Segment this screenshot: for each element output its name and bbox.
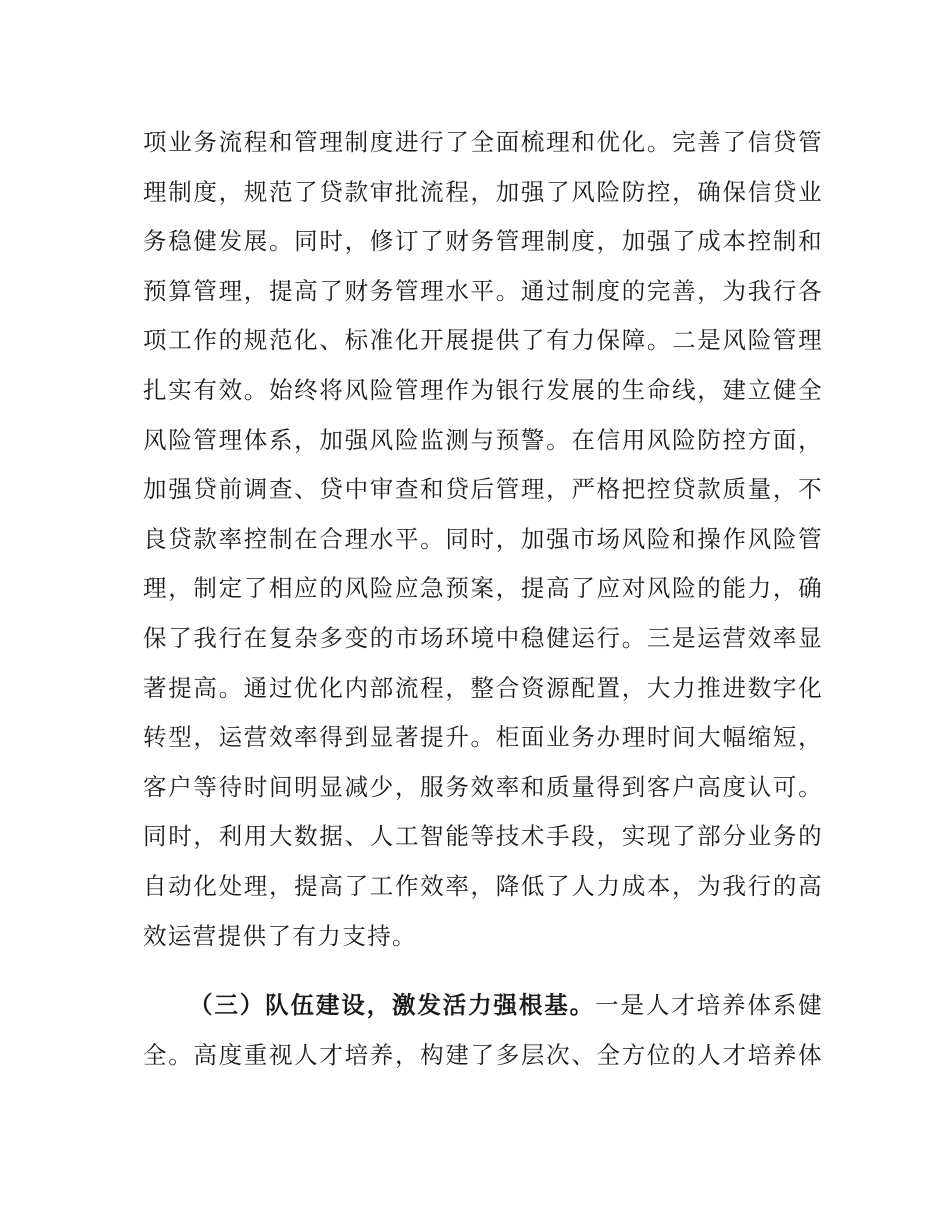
text-line: 自动化处理，提高了工作效率，降低了人力成本，为我行的高 [143,871,823,900]
text-line: 同时，利用大数据、人工智能等技术手段，实现了部分业务的 [143,822,823,851]
text-line: 保了我行在复杂多变的市场环境中稳健运行。三是运营效率显 [143,623,823,652]
text-line: 客户等待时间明显减少，服务效率和质量得到客户高度认可。 [143,772,823,801]
section-team-building [143,981,823,1080]
section-heading: （三）队伍建设，激发活力强根基。 [189,991,596,1019]
text-line: 扎实有效。始终将风险管理作为银行发展的生命线，建立健全 [143,375,823,404]
section-text: 一是人才培养体系健 [595,991,823,1019]
text-line: 加强贷前调查、贷中审查和贷后管理，严格把控贷款质量，不 [143,475,823,504]
text-line: 理制度，规范了贷款审批流程，加强了风险防控，确保信贷业 [143,177,823,206]
text-line: 效运营提供了有力支持。 [143,921,417,950]
paragraph-risk-operations [143,118,823,961]
text-line: 项工作的规范化、标准化开展提供了有力保障。二是风险管理 [143,326,823,355]
text-line: 项业务流程和管理制度进行了全面梳理和优化。完善了信贷管 [143,128,823,156]
text-line: 良贷款率控制在合理水平。同时，加强市场风险和操作风险管 [143,524,823,553]
text-line: 风险管理体系，加强风险监测与预警。在信用风险防控方面， [143,425,823,454]
text-line: 务稳健发展。同时，修订了财务管理制度，加强了成本控制和 [143,227,823,256]
section-first-line [143,981,823,1031]
text-line: 著提高。通过优化内部流程，整合资源配置，大力推进数字化 [143,673,823,702]
text-line: 全。高度重视人才培养，构建了多层次、全方位的人才培养体 [143,1040,823,1069]
text-line: 转型，运营效率得到显著提升。柜面业务办理时间大幅缩短， [143,723,823,752]
text-line: 预算管理，提高了财务管理水平。通过制度的完善，为我行各 [143,276,823,305]
text-line: 理，制定了相应的风险应急预案，提高了应对风险的能力，确 [143,574,823,603]
